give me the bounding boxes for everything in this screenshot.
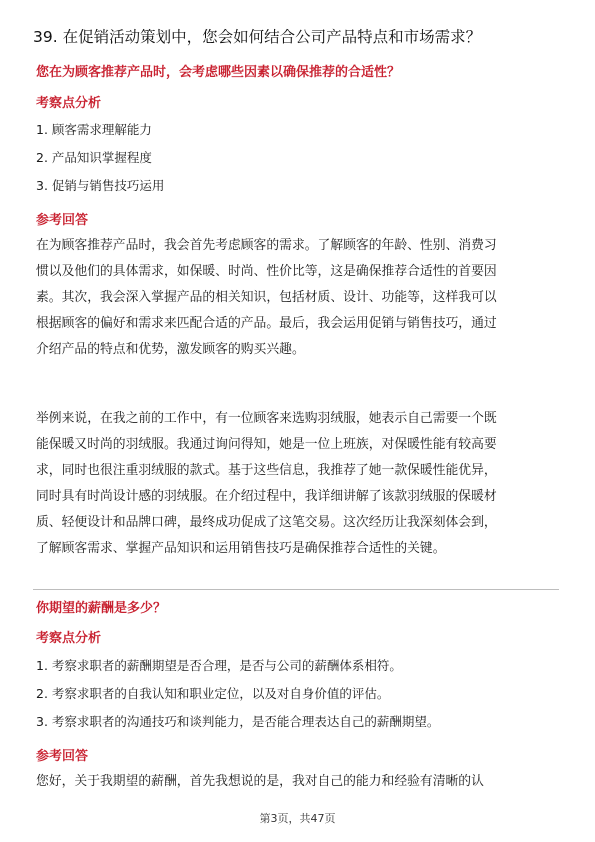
paragraph-line: 求，同时也很注重羽绒服的款式。基于这些信息，我推荐了她一款保暖性能优异，	[36, 463, 497, 478]
analysis-item-2-3: 3. 考察求职者的沟通技巧和谈判能力，是否能合理表达自己的薪酬期望。	[36, 714, 440, 729]
sub-question-1: 您在为顾客推荐产品时，会考虑哪些因素以确保推荐的合适性？	[36, 65, 401, 80]
paragraph-line: 能保暖又时尚的羽绒服。我通过询问得知，她是一位上班族，对保暖性能有较高要	[36, 437, 497, 452]
page-footer: 第3页，共47页	[259, 812, 336, 825]
paragraph-line: 举例来说，在我之前的工作中，有一位顾客来选购羽绒服，她表示自己需要一个既	[36, 411, 497, 426]
analysis-heading-1: 考察点分析	[36, 96, 102, 111]
paragraph-line: 介绍产品的特点和优势，激发顾客的购买兴趣。	[36, 342, 305, 357]
analysis-item-1-3: 3. 促销与销售技巧运用	[36, 178, 165, 193]
section-divider	[33, 589, 559, 590]
paragraph-line: 素。其次，我会深入掌握产品的相关知识，包括材质、设计、功能等，这样我可以	[36, 290, 497, 305]
analysis-item-2-2: 2. 考察求职者的自我认知和职业定位，以及对自身价值的评估。	[36, 686, 390, 701]
analysis-item-1-2: 2. 产品知识掌握程度	[36, 150, 152, 165]
paragraph-line: 质、轻便设计和品牌口碑，最终成功促成了这笔交易。这次经历让我深刻体会到，	[36, 515, 497, 530]
sub-question-2: 你期望的薪酬是多少？	[36, 601, 167, 616]
paragraph-line: 惯以及他们的具体需求，如保暖、时尚、性价比等，这是确保推荐合适性的首要因	[36, 264, 497, 279]
paragraph-line: 根据顾客的偏好和需求来匹配合适的产品。最后，我会运用促销与销售技巧，通过	[36, 316, 497, 331]
answer-heading-2: 参考回答	[36, 749, 89, 764]
answer-paragraph-3	[36, 769, 558, 795]
analysis-heading-2: 考察点分析	[36, 631, 102, 646]
question-title: 39. 在促销活动策划中，您会如何结合公司产品特点和市场需求？	[33, 28, 482, 46]
answer-paragraph-1	[36, 233, 558, 363]
paragraph-line: 同时具有时尚设计感的羽绒服。在介绍过程中，我详细讲解了该款羽绒服的保暖材	[36, 489, 497, 504]
answer-heading-1: 参考回答	[36, 213, 89, 228]
paragraph-line: 在为顾客推荐产品时，我会首先考虑顾客的需求。了解顾客的年龄、性别、消费习	[36, 238, 497, 253]
paragraph-line: 了解顾客需求、掌握产品知识和运用销售技巧是确保推荐合适性的关键。	[36, 541, 446, 556]
analysis-item-2-1: 1. 考察求职者的薪酬期望是否合理，是否与公司的薪酬体系相符。	[36, 658, 402, 673]
answer-paragraph-2	[36, 406, 558, 562]
analysis-item-1-1: 1. 顾客需求理解能力	[36, 122, 152, 137]
paragraph-line: 您好，关于我期望的薪酬，首先我想说的是，我对自己的能力和经验有清晰的认	[36, 774, 484, 789]
